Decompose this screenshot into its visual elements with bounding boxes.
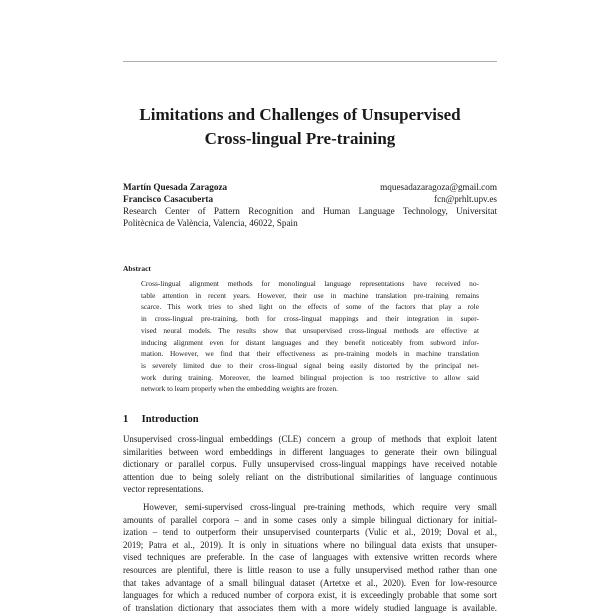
author-name: Martín Quesada Zaragoza <box>123 182 228 192</box>
body-line: resources are plentiful, there is little reason to use a fully unsupervised method rather than one <box>123 564 497 575</box>
paper-title <box>100 103 500 151</box>
author-row-2 <box>123 193 497 205</box>
body-line: However, semi-supervised cross-lingual pre-training methods, which require very small <box>143 501 497 512</box>
introduction-body <box>123 433 497 614</box>
affiliation <box>123 205 497 229</box>
abstract-line: is severely limited due to their cross-lingual signal being easily distorted by the principal net- <box>141 360 479 370</box>
body-line: of translation dictionary that associates them with a more widely studied language is available. <box>123 602 497 613</box>
abstract-line: work during training. Moreover, the learned bilingual projection is too restrictive to allow said <box>141 372 479 382</box>
abstract-line: scarce. This work tries to shed light on the effects of some of the factors that play a role <box>141 302 479 312</box>
body-line: attention due to being solely reliant on the distributional similarities of language continuous <box>123 471 497 482</box>
body-line: vised techniques are preferable. In the case of languages with extensive written records where <box>123 552 497 563</box>
section-title: Introduction <box>141 414 199 425</box>
abstract-line: inducing alignment even for distant languages and they benefit noticeably from subword infor- <box>141 337 479 347</box>
abstract-heading: Abstract <box>123 264 151 273</box>
author-email: mquesadazaragoza@gmail.com <box>380 182 497 192</box>
author-row-1 <box>123 181 497 193</box>
body-line: dictionary or parallel corpus. Fully unsupervised cross-lingual mappings have received notable <box>123 459 497 470</box>
affiliation-line-2: Politècnica de València, Valencia, 46022, Spain <box>123 218 298 228</box>
affiliation-line-1: Research Center of Pattern Recognition and Human Language Technology, Universitat <box>123 206 497 216</box>
body-line: vector representations. <box>123 484 204 495</box>
abstract-line: vised neural models. The results show that unsupervised cross-lingual methods are effective at <box>141 325 479 335</box>
body-line: ization – tend to outperform their unsupervised counterparts (Vulic et al., 2019; Doval et al., <box>123 527 497 538</box>
abstract-line: Cross-lingual alignment methods for monolingual language representations have received no- <box>141 279 479 288</box>
body-line: languages for which a reduced number of corpora exist, it is exceedingly probable that some sort <box>123 590 497 601</box>
title-line-1: Limitations and Challenges of Unsupervised <box>139 105 461 124</box>
abstract-line: in cross-lingual pre-training, both for cross-lingual mappings and their integration in super- <box>141 314 479 324</box>
abstract-line: mation. However, we find that their effectiveness as pre-training models in machine translation <box>141 349 479 359</box>
header-rule <box>123 61 497 62</box>
body-line: Unsupervised cross-lingual embeddings (CLE) concern a group of methods that exploit latent <box>123 434 497 444</box>
abstract-line: table attention in recent years. However, their use in machine translation pre-training remains <box>141 290 479 300</box>
body-line: similarities between word embeddings in different languages to generate their own bilingual <box>123 446 497 457</box>
section-number: 1 <box>123 414 129 425</box>
title-line-2: Cross-lingual Pre-training <box>204 129 396 148</box>
body-line: amounts of parallel corpora – and in some cases only a simple bilingual dictionary for initial- <box>123 514 497 525</box>
section-heading <box>123 413 199 427</box>
abstract-body <box>141 278 479 395</box>
author-email: fcn@prhlt.upv.es <box>434 194 497 204</box>
body-line: 2019; Patra et al., 2019). It is only in situations where no bilingual data exists that unsuper- <box>123 539 497 550</box>
body-line: that takes advantage of a small bilingual dataset (Artetxe et al., 2020). Even for low-resource <box>123 577 497 588</box>
author-name: Francisco Casacuberta <box>123 194 214 204</box>
abstract-line: network to learn properly when the embedding weights are frozen. <box>141 384 339 394</box>
